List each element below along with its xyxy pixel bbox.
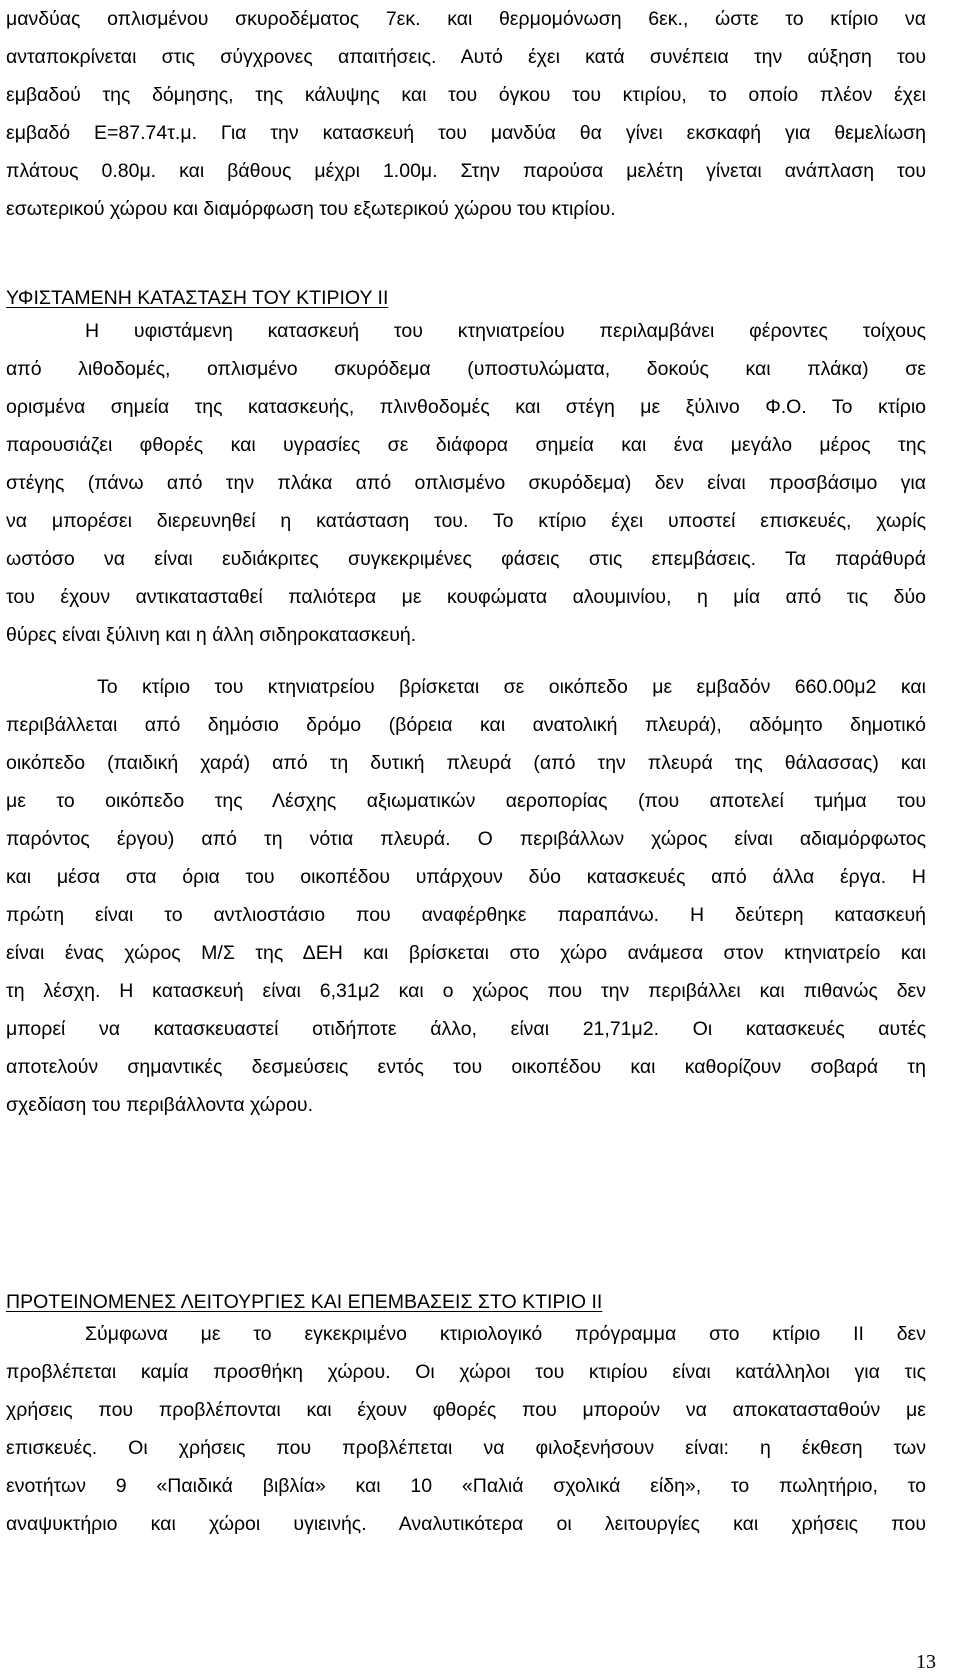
text-line: εμβαδό Ε=87.74τ.μ. Για την κατασκευή του μανδύα θα γίνει εκσκαφή για θεμελίωση [6, 122, 926, 144]
text-line: περιβάλλεται από δημόσιο δρόμο (βόρεια και ανατολική πλευρά), αδόμητο δημοτικό [6, 714, 926, 736]
text-line: εμβαδού της δόμησης, της κάλυψης και του όγκου του κτιρίου, το οποίο πλέον έχει [6, 84, 926, 106]
existing-state-paragraph-2 [6, 668, 926, 1124]
text-line: και μέσα στα όρια του οικοπέδου υπάρχουν δύο κατασκευές από άλλα έργα. Η [6, 866, 926, 888]
text-line: μπορεί να κατασκευαστεί οτιδήποτε άλλο, είναι 21,71μ2. Οι κατασκευές αυτές [6, 1018, 926, 1040]
text-line: μανδύας οπλισμένου σκυροδέματος 7εκ. και θερμομόνωση 6εκ., ώστε το κτίριο να [6, 8, 926, 30]
text-line: Σύμφωνα με το εγκεκριμένο κτιριολογικό πρόγραμμα στο κτίριο ΙΙ δεν [85, 1323, 926, 1345]
section-heading: ΠΡΟΤΕΙΝΟΜΕΝΕΣ ΛΕΙΤΟΥΡΓΙΕΣ ΚΑΙ ΕΠΕΜΒΑΣΕΙΣ ΣΤΟ ΚΤΙΡΙΟ ΙΙ [6, 1291, 603, 1313]
text-line: εσωτερικού χώρου και διαμόρφωση του εξωτερικού χώρου του κτιρίου. [6, 198, 616, 220]
text-line: τη λέσχη. Η κατασκευή είναι 6,31μ2 και ο χώρος που την περιβάλλει και πιθανώς δεν [6, 980, 926, 1002]
proposed-uses-paragraph-1 [6, 1315, 926, 1543]
text-line: προβλέπεται καμία προσθήκη χώρου. Οι χώροι του κτιρίου είναι κατάλληλοι για τις [6, 1361, 926, 1383]
text-line: πρώτη είναι το αντλιοστάσιο που αναφέρθηκε παραπάνω. Η δεύτερη κατασκευή [6, 904, 926, 926]
text-line: οικόπεδο (παιδική χαρά) από τη δυτική πλευρά (από την πλευρά της θάλασσας) και [6, 752, 926, 774]
text-line: ανταποκρίνεται στις σύγχρονες απαιτήσεις. Αυτό έχει κατά συνέπεια την αύξηση του [6, 46, 926, 68]
text-line: Το κτίριο του κτηνιατρείου βρίσκεται σε οικόπεδο με εμβαδόν 660.00μ2 και [97, 676, 926, 698]
text-line: ωστόσο να είναι ευδιάκριτες συγκεκριμένες φάσεις στις επεμβάσεις. Τα παράθυρά [6, 548, 926, 570]
text-line: επισκευές. Οι χρήσεις που προβλέπεται να φιλοξενήσουν είναι: η έκθεση των [6, 1437, 926, 1459]
text-line: πλάτους 0.80μ. και βάθους μέχρι 1.00μ. Στην παρούσα μελέτη γίνεται ανάπλαση του [6, 160, 926, 182]
text-line: χρήσεις που προβλέπονται και έχουν φθορές που μπορούν να αποκατασταθούν με [6, 1399, 926, 1421]
text-line: παρουσιάζει φθορές και υγρασίες σε διάφορα σημεία και ένα μεγάλο μέρος της [6, 434, 926, 456]
text-line: του έχουν αντικατασταθεί παλιότερα με κουφώματα αλουμινίου, η μία από τις δύο [6, 586, 926, 608]
text-line: ενοτήτων 9 «Παιδικά βιβλία» και 10 «Παλιά σχολικά είδη», το πωλητήριο, το [6, 1475, 926, 1497]
text-line: παρόντος έργου) από τη νότια πλευρά. Ο περιβάλλων χώρος είναι αδιαμόρφωτος [6, 828, 926, 850]
section-existing-state [6, 281, 926, 315]
text-line: αναψυκτήριο και χώροι υγιεινής. Αναλυτικότερα οι λειτουργίες και χρήσεις που [6, 1513, 926, 1535]
section-proposed-uses [6, 1285, 926, 1319]
intro-paragraph [6, 0, 926, 228]
existing-state-paragraph-1 [6, 312, 926, 654]
text-line: αποτελούν σημαντικές δεσμεύσεις εντός του οικοπέδου και καθορίζουν σοβαρά τη [6, 1056, 926, 1078]
text-line: στέγης (πάνω από την πλάκα από οπλισμένο σκυρόδεμα) δεν είναι προσβάσιμο για [6, 472, 926, 494]
text-line: είναι ένας χώρος Μ/Σ της ΔΕΗ και βρίσκεται στο χώρο ανάμεσα στον κτηνιατρείο και [6, 942, 926, 964]
text-line: σχεδίαση του περιβάλλοντα χώρου. [6, 1094, 314, 1116]
section-heading: ΥΦΙΣΤΑΜΕΝΗ ΚΑΤΑΣΤΑΣΗ ΤΟΥ ΚΤΙΡΙΟΥ ΙΙ [6, 287, 389, 309]
text-line: Η υφιστάμενη κατασκευή του κτηνιατρείου περιλαμβάνει φέροντες τοίχους [85, 320, 926, 342]
text-line: με το οικόπεδο της Λέσχης αξιωματικών αεροπορίας (που αποτελεί τμήμα του [6, 790, 926, 812]
text-line: ορισμένα σημεία της κατασκευής, πλινθοδομές και στέγη με ξύλινο Φ.Ο. Το κτίριο [6, 396, 926, 418]
text-line: να μπορέσει διερευνηθεί η κατάσταση του. Το κτίριο έχει υποστεί επισκευές, χωρίς [6, 510, 926, 532]
text-line: από λιθοδομές, οπλισμένο σκυρόδεμα (υποστυλώματα, δοκούς και πλάκα) σε [6, 358, 926, 380]
page-number: 13 [916, 1651, 936, 1673]
text-line: θύρες είναι ξύλινη και η άλλη σιδηροκατασκευή. [6, 624, 417, 646]
